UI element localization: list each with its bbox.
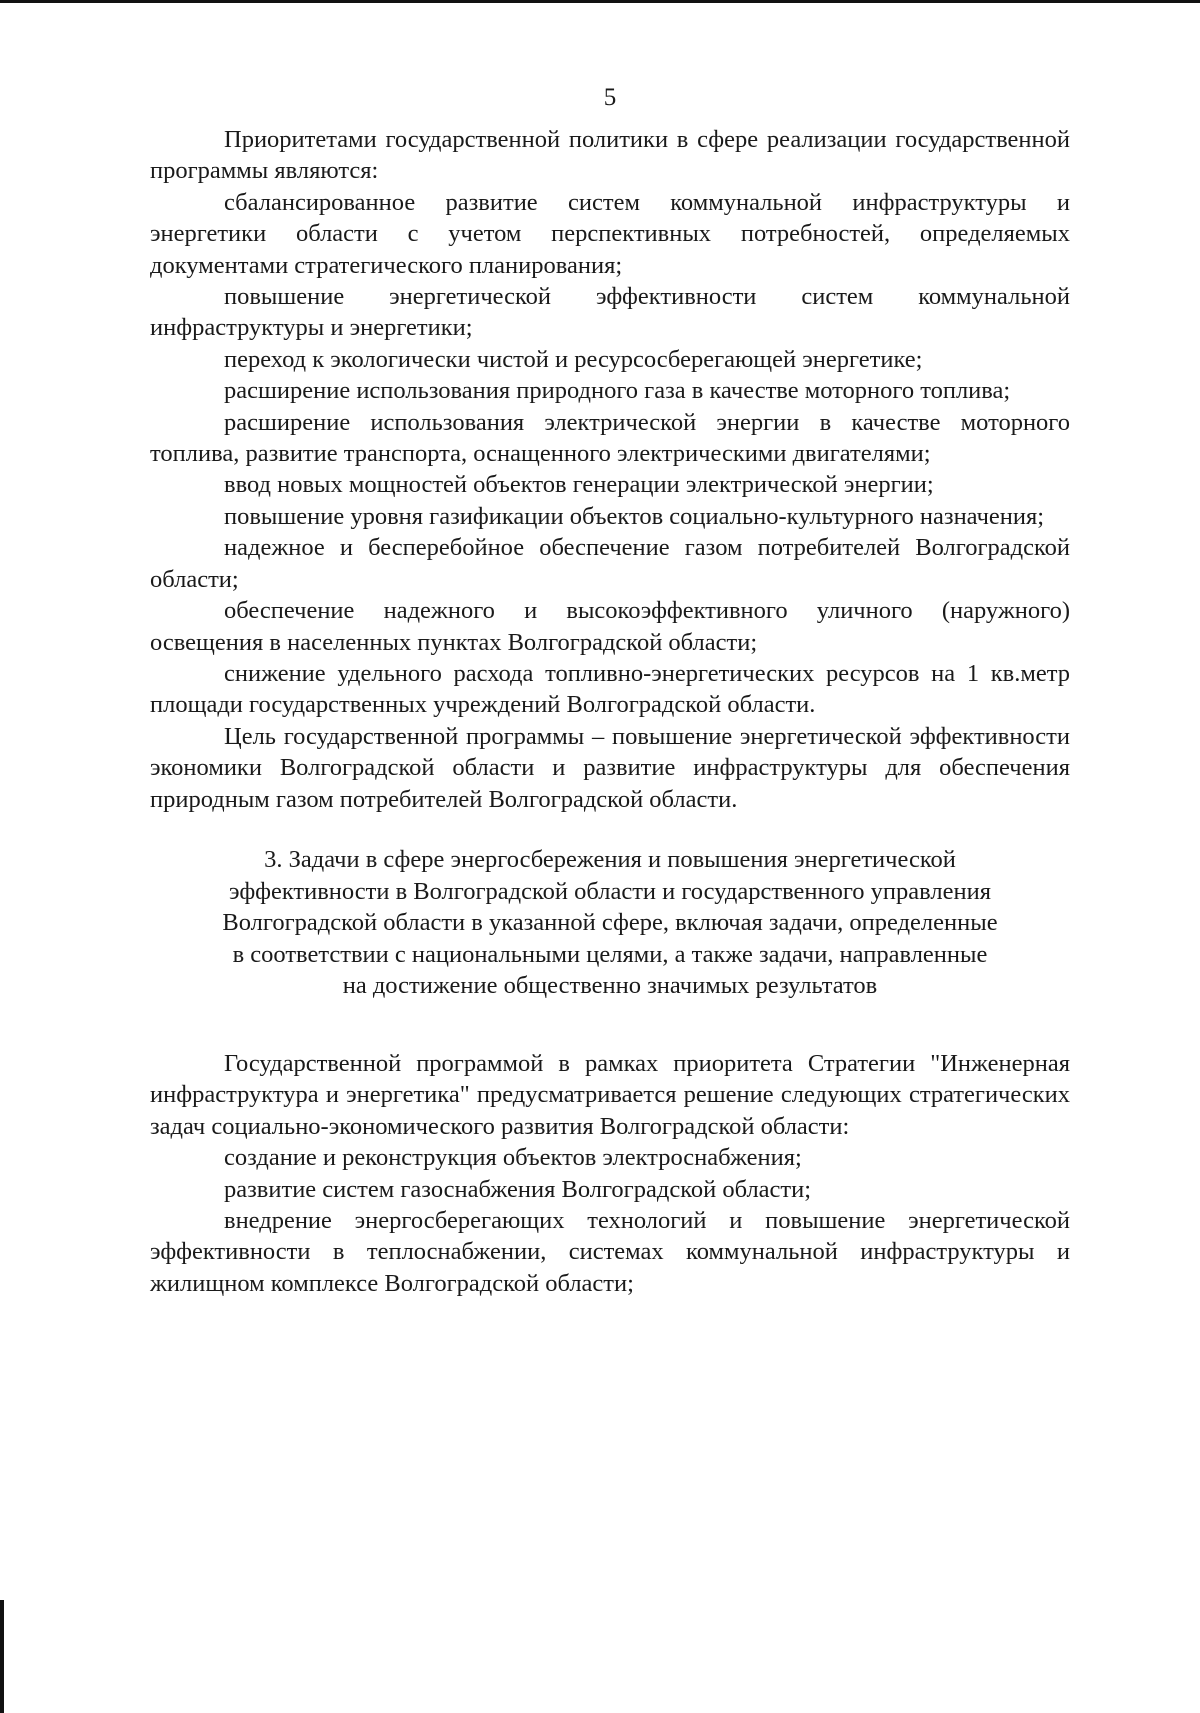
section-heading-line: Волгоградской области в указанной сфере, включая задачи, определенные xyxy=(222,909,998,937)
paragraph-task-gas-supply: развитие систем газоснабжения Волгоградской области; xyxy=(224,1175,812,1203)
paragraph-priority-resource-consumption: снижение удельного расхода топливно-энергетических ресурсов на 1 кв.метр площади государственных учреждений Волгоградской области. xyxy=(150,659,1070,719)
section-heading xyxy=(150,844,1070,1002)
paragraph-priority-balanced-development: сбалансированное развитие систем коммунальной инфраструктуры и энергетики области с учетом перспективных потребностей, определяемых документами стратегического планирования; xyxy=(150,188,1070,279)
scan-edge-left xyxy=(0,1600,4,1713)
page-number: 5 xyxy=(603,84,617,111)
paragraph-priority-new-generation: ввод новых мощностей объектов генерации электрической энергии; xyxy=(224,471,934,499)
paragraph-program-goal: Цель государственной программы – повышение энергетической эффективности экономики Волгоградской области и развитие инфраструктуры для обеспечения природным газом потребителей Волгоградской области. xyxy=(150,722,1070,813)
paragraph-strategic-tasks-intro: Государственной программой в рамках приоритета Стратегии "Инженерная инфраструктура и энергетика" предусматривается решение следующих стратегических задач социально-экономического развития Волгоградской области: xyxy=(150,1049,1070,1140)
section-heading-line: эффективности в Волгоградской области и государственного управления xyxy=(228,877,992,905)
section-heading-line: в соответствии с национальными целями, а также задачи, направленные xyxy=(232,940,988,968)
scan-edge-top xyxy=(0,0,1200,3)
paragraph-priority-clean-energy: переход к экологически чистой и ресурсосберегающей энергетике; xyxy=(224,345,923,373)
document-body xyxy=(150,124,1070,1299)
paragraph-task-energy-saving: внедрение энергосберегающих технологий и повышение энергетической эффективности в теплоснабжении, системах коммунальной инфраструктуры и жилищном комплексе Волгоградской области; xyxy=(150,1206,1070,1297)
paragraph-priority-electric-transport: расширение использования электрической энергии в качестве моторного топлива, развитие транспорта, оснащенного электрическими двигателями; xyxy=(150,408,1070,468)
paragraph-task-power-supply: создание и реконструкция объектов электроснабжения; xyxy=(224,1144,802,1172)
section-heading-line: на достижение общественно значимых результатов xyxy=(342,972,878,1000)
section-heading-line: 3. Задачи в сфере энергосбережения и повышения энергетической xyxy=(264,845,956,873)
paragraph-priority-energy-efficiency: повышение энергетической эффективности систем коммунальной инфраструктуры и энергетики; xyxy=(150,283,1070,342)
paragraph-priority-gasification: повышение уровня газификации объектов социально-культурного назначения; xyxy=(224,502,1045,530)
paragraph-priority-natural-gas-fuel: расширение использования природного газа в качестве моторного топлива; xyxy=(224,377,1011,405)
paragraph-priority-street-lighting: обеспечение надежного и высокоэффективного уличного (наружного) освещения в населенных пунктах Волгоградской области; xyxy=(150,597,1070,656)
paragraph-priority-gas-supply: надежное и бесперебойное обеспечение газом потребителей Волгоградской области; xyxy=(150,534,1070,593)
paragraph-priorities-intro: Приоритетами государственной политики в сфере реализации государственной программы являются: xyxy=(150,126,1070,185)
